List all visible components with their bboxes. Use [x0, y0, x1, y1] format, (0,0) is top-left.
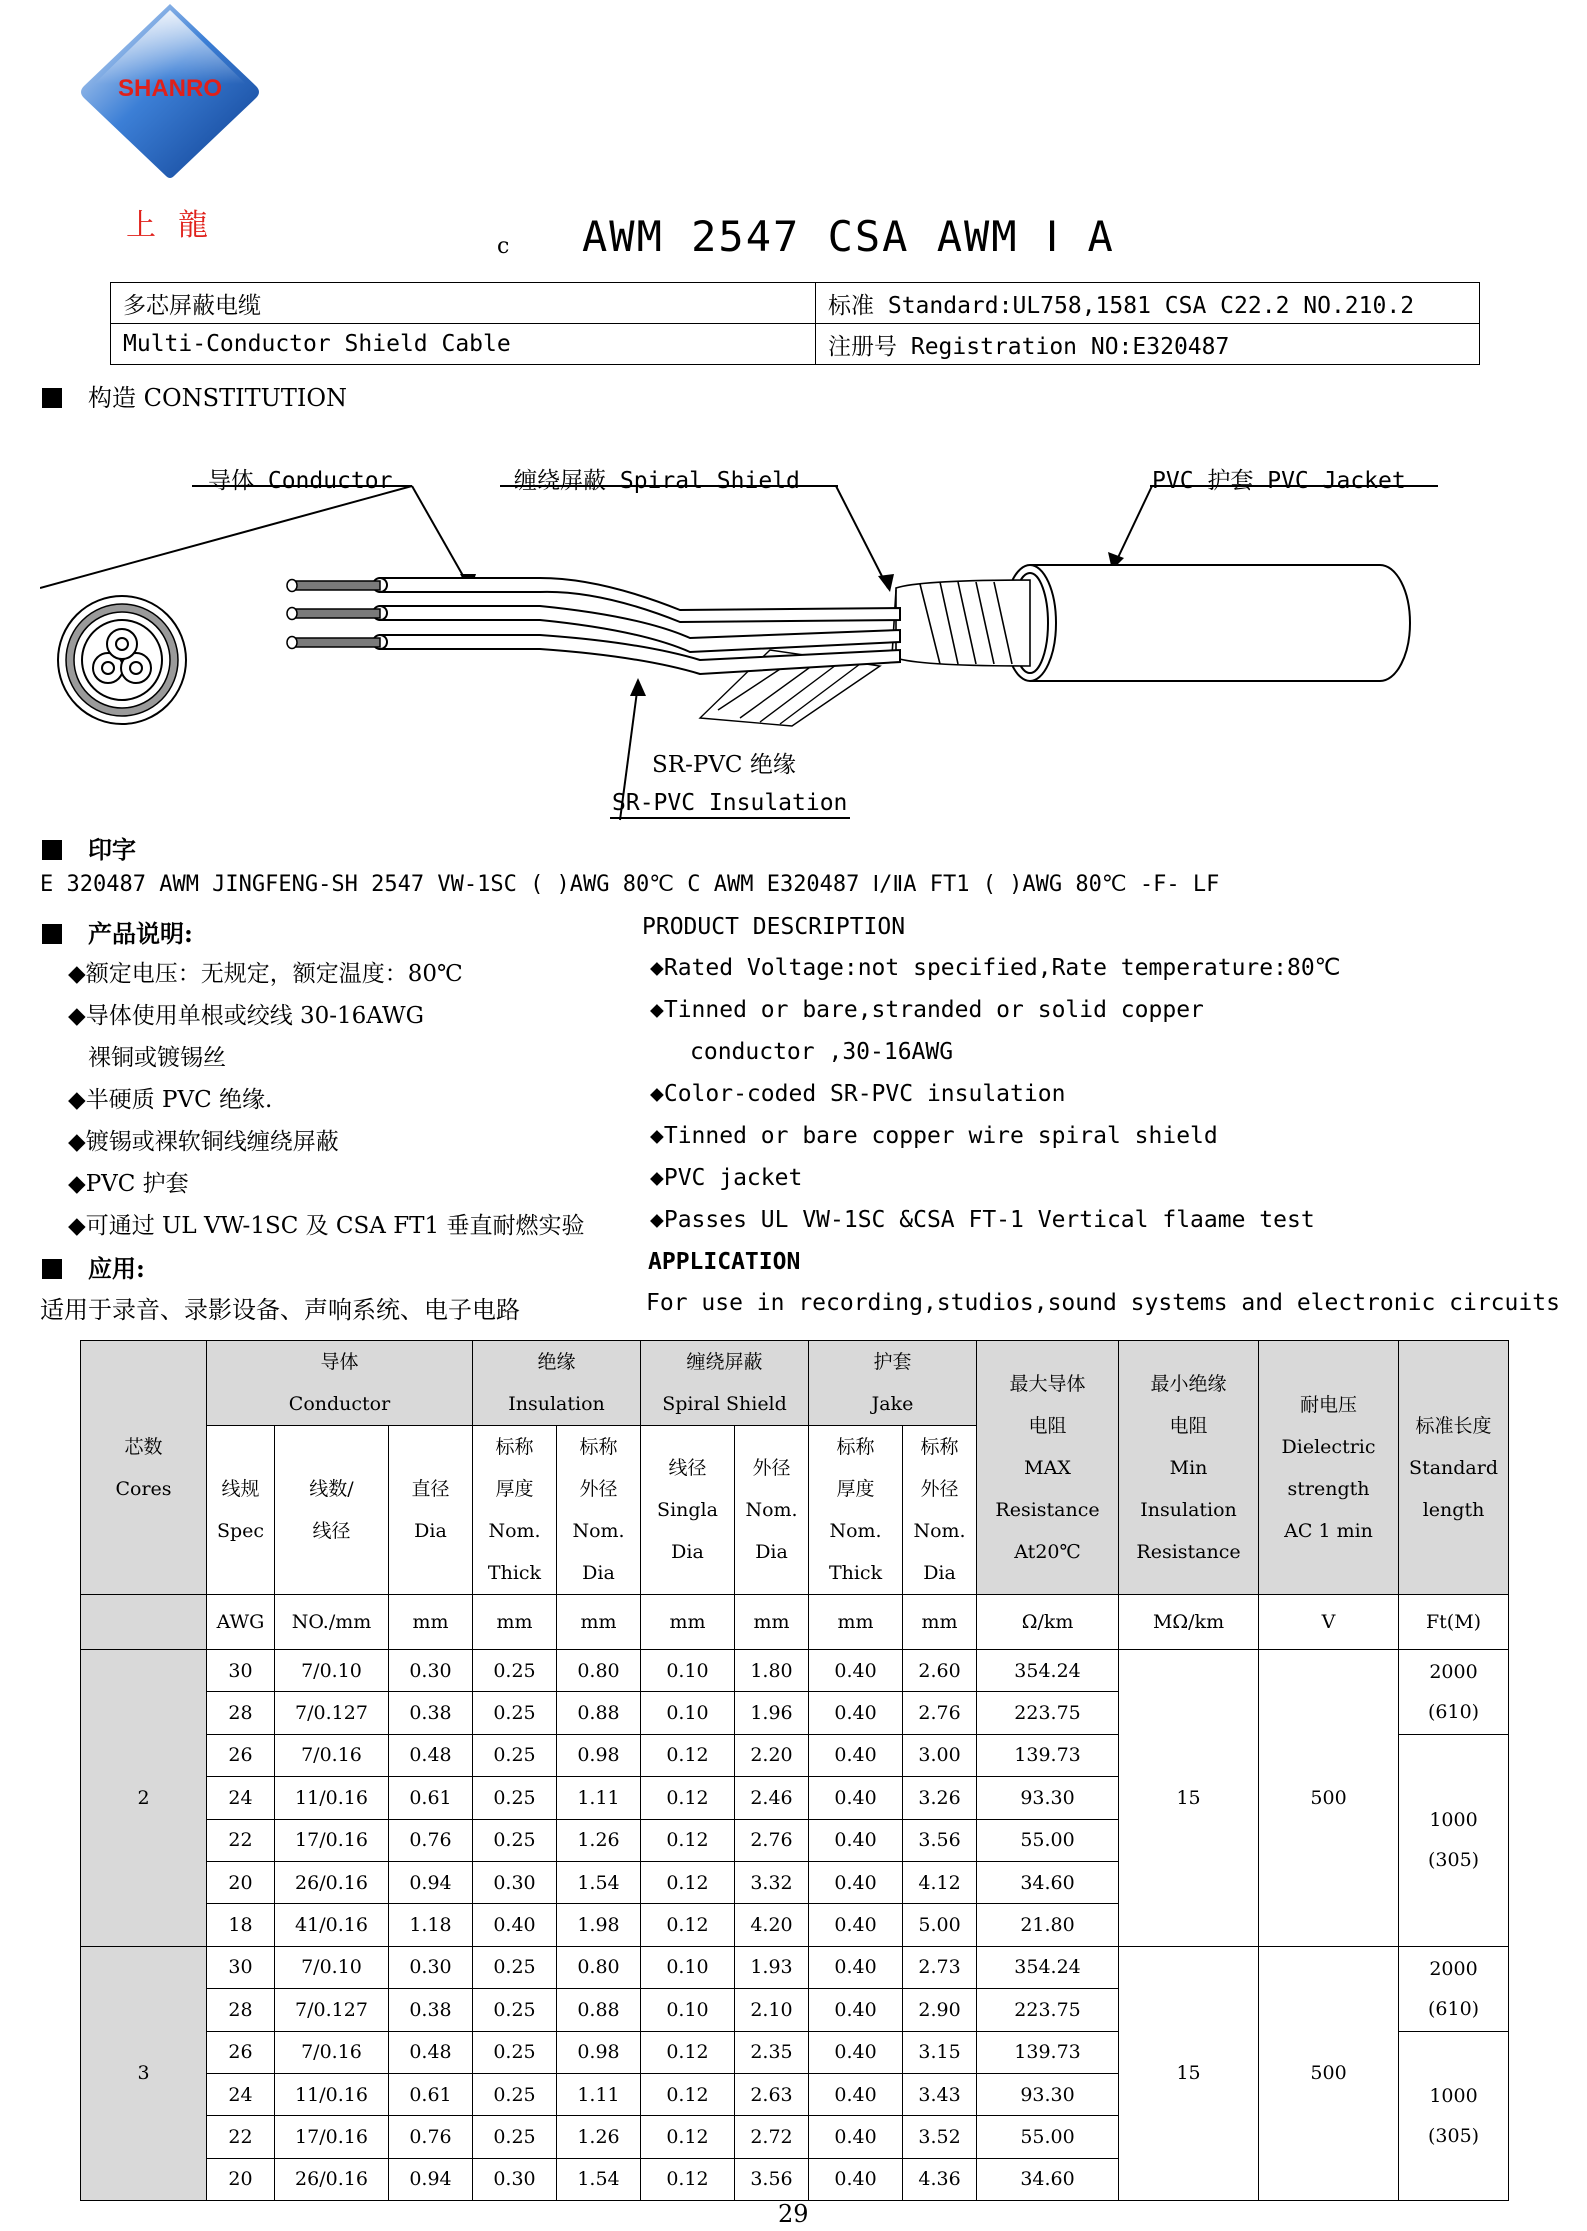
desc-en-item: ◆Rated Voltage:not specified,Rate temperature:80℃	[650, 955, 1341, 981]
table-cell: 0.25	[473, 1989, 557, 2031]
table-row	[81, 1946, 1509, 1988]
shanro-logo	[70, 0, 270, 190]
table-cell: 7/0.10	[275, 1946, 389, 1988]
table-cell: 0.40	[809, 2158, 903, 2200]
table-cell: 3.52	[903, 2116, 977, 2158]
table-cell: 0.25	[473, 1692, 557, 1734]
desc-cn-item: 裸铜或镀锡丝	[88, 1045, 226, 1071]
table-cell: 354.24	[977, 1946, 1119, 1988]
table-cell: 0.40	[809, 1692, 903, 1734]
header-shield-dia: 线径 Singla Dia	[641, 1426, 735, 1595]
table-cell: 0.40	[809, 1946, 903, 1988]
desc-cn-item: ◆导体使用单根或绞线 30-16AWG	[68, 1003, 424, 1029]
cross-section-icon	[58, 596, 186, 724]
units-row	[81, 1595, 1509, 1650]
header-info-table	[110, 282, 1480, 365]
cable-name-cn: 多芯屏蔽电缆	[111, 283, 816, 324]
table-cell: 0.25	[473, 2073, 557, 2115]
table-cell: 93.30	[977, 2073, 1119, 2115]
table-cell: 0.30	[389, 1946, 473, 1988]
table-cell: 0.40	[809, 1989, 903, 2031]
insulation-resistance-cell: 15	[1119, 1946, 1259, 2200]
table-cell: 1.93	[735, 1946, 809, 1988]
table-cell: 354.24	[977, 1650, 1119, 1692]
table-cell: 0.10	[641, 1989, 735, 2031]
table-cell: 30	[207, 1946, 275, 1988]
table-cell: 0.40	[809, 1734, 903, 1776]
table-cell: 0.12	[641, 1777, 735, 1819]
table-cell: 0.12	[641, 1819, 735, 1861]
description-heading-cn: 产品说明:	[42, 914, 193, 949]
table-cell: 4.20	[735, 1904, 809, 1946]
table-cell: 0.10	[641, 1692, 735, 1734]
construction-heading: 构造 CONSTITUTION	[42, 378, 347, 413]
table-cell: 1.26	[557, 2116, 641, 2158]
label-conductor: 导体 Conductor	[208, 468, 393, 494]
table-cell: 0.61	[389, 1777, 473, 1819]
desc-en-item: ◆Tinned or bare copper wire spiral shield	[650, 1123, 1218, 1149]
header-insulation-resistance: 最小绝缘 电阻 Min Insulation Resistance	[1119, 1341, 1259, 1595]
desc-cn-item: ◆可通过 UL VW-1SC 及 CSA FT1 垂直耐燃实验	[68, 1213, 585, 1239]
table-cell: 0.40	[809, 1819, 903, 1861]
table-cell: 0.30	[473, 2158, 557, 2200]
header-shield-od: 外径 Nom. Dia	[735, 1426, 809, 1595]
table-cell: 0.98	[557, 2031, 641, 2073]
spec-table-body	[81, 1650, 1509, 2201]
table-cell: 0.30	[473, 1861, 557, 1903]
page-number: 29	[778, 2200, 809, 2228]
table-cell: 3.15	[903, 2031, 977, 2073]
table-cell: 7/0.127	[275, 1989, 389, 2031]
application-en: For use in recording,studios,sound systems and electronic circuits	[646, 1290, 1560, 1316]
header-ins-thick: 标称 厚度 Nom. Thick	[473, 1426, 557, 1595]
table-cell: 3.56	[735, 2158, 809, 2200]
standard-length-cell: 1000 (305)	[1399, 1734, 1509, 1946]
desc-en-item: ◆Tinned or bare,stranded or solid copper	[650, 997, 1204, 1023]
description-heading-en: PRODUCT DESCRIPTION	[642, 914, 906, 940]
table-cell: 17/0.16	[275, 1819, 389, 1861]
table-cell: 41/0.16	[275, 1904, 389, 1946]
desc-cn-item: ◆半硬质 PVC 绝缘.	[68, 1087, 273, 1113]
table-cell: 2.76	[735, 1819, 809, 1861]
header-ins-od: 标称 外径 Nom. Dia	[557, 1426, 641, 1595]
unit-cell: mm	[473, 1595, 557, 1650]
table-cell: 0.94	[389, 2158, 473, 2200]
table-cell: 0.40	[473, 1904, 557, 1946]
table-cell: 0.40	[809, 1650, 903, 1692]
table-cell: 0.25	[473, 1946, 557, 1988]
table-cell: 2.46	[735, 1777, 809, 1819]
desc-cn-item: ◆PVC 护套	[68, 1171, 189, 1197]
table-cell: 0.12	[641, 2031, 735, 2073]
table-cell: 0.94	[389, 1861, 473, 1903]
label-pvc-jacket: PVC 护套 PVC Jacket	[1152, 468, 1406, 494]
unit-cell: MΩ/km	[1119, 1595, 1259, 1650]
page-title: AWM 2547 CSA AWM Ⅰ A	[582, 212, 1115, 261]
table-cell: 0.40	[809, 1777, 903, 1819]
table-cell: 4.12	[903, 1861, 977, 1903]
unit-cell: AWG	[207, 1595, 275, 1650]
unit-cell: V	[1259, 1595, 1399, 1650]
table-cell: 2.20	[735, 1734, 809, 1776]
table-cell: 11/0.16	[275, 1777, 389, 1819]
table-cell: 7/0.127	[275, 1692, 389, 1734]
table-cell: 4.36	[903, 2158, 977, 2200]
table-cell: 0.25	[473, 1777, 557, 1819]
table-cell: 3.32	[735, 1861, 809, 1903]
standard-length-cell: 2000 (610)	[1399, 1650, 1509, 1735]
label-spiral-shield: 缠绕屏蔽 Spiral Shield	[514, 468, 800, 494]
table-cell: 2.63	[735, 2073, 809, 2115]
header-insulation: 绝缘 Insulation	[473, 1341, 641, 1426]
table-cell: 223.75	[977, 1989, 1119, 2031]
table-cell: 139.73	[977, 1734, 1119, 1776]
table-cell: 34.60	[977, 2158, 1119, 2200]
table-cell: 0.10	[641, 1650, 735, 1692]
unit-cell: mm	[557, 1595, 641, 1650]
table-cell: 93.30	[977, 1777, 1119, 1819]
table-cell: 7/0.10	[275, 1650, 389, 1692]
table-cell: 55.00	[977, 1819, 1119, 1861]
cable-construction-diagram	[40, 470, 1500, 830]
table-cell: 26	[207, 2031, 275, 2073]
table-cell: 0.76	[389, 1819, 473, 1861]
standard-length-cell: 2000 (610)	[1399, 1946, 1509, 2031]
table-cell: 2.60	[903, 1650, 977, 1692]
header-dia: 直径 Dia	[389, 1426, 473, 1595]
table-cell: 0.40	[809, 1904, 903, 1946]
desc-en-item: ◆Passes UL VW-1SC &CSA FT-1 Vertical flaame test	[650, 1207, 1315, 1233]
table-cell: 0.12	[641, 2158, 735, 2200]
application-heading-en: APPLICATION	[648, 1249, 801, 1275]
unit-cell: mm	[641, 1595, 735, 1650]
table-cell: 11/0.16	[275, 2073, 389, 2115]
table-cell: 3.26	[903, 1777, 977, 1819]
table-cell: 2.76	[903, 1692, 977, 1734]
marking-heading: 印字	[42, 830, 136, 865]
table-cell: 0.25	[473, 1650, 557, 1692]
header-standard-length: 标准长度 Standard length	[1399, 1341, 1509, 1595]
table-cell: 7/0.16	[275, 1734, 389, 1776]
table-cell: 28	[207, 1692, 275, 1734]
table-cell: 1.11	[557, 1777, 641, 1819]
table-cell: 0.25	[473, 1819, 557, 1861]
table-cell: 5.00	[903, 1904, 977, 1946]
header-cores: 芯数 Cores	[81, 1341, 207, 1595]
table-cell: 7/0.16	[275, 2031, 389, 2073]
table-cell: 55.00	[977, 2116, 1119, 2158]
table-cell: 1.80	[735, 1650, 809, 1692]
marking-text: E 320487 AWM JINGFENG-SH 2547 VW-1SC ( )AWG 80℃ C AWM E320487 Ⅰ/ⅡA FT1 ( )AWG 80℃ -F- LF	[40, 872, 1220, 897]
table-cell: 0.48	[389, 2031, 473, 2073]
table-cell: 0.61	[389, 2073, 473, 2115]
table-cell: 0.12	[641, 2116, 735, 2158]
standard-length-cell: 1000 (305)	[1399, 2031, 1509, 2201]
header-strand: 线数/ 线径	[275, 1426, 389, 1595]
table-cell: 26/0.16	[275, 2158, 389, 2200]
table-cell: 28	[207, 1989, 275, 2031]
cores-cell: 3	[81, 1946, 207, 2200]
table-cell: 2.35	[735, 2031, 809, 2073]
desc-en-item: conductor ,30-16AWG	[690, 1039, 954, 1065]
table-cell: 3.56	[903, 1819, 977, 1861]
header-max-resistance: 最大导体 电阻 MAX Resistance At20℃	[977, 1341, 1119, 1595]
unit-cell: mm	[735, 1595, 809, 1650]
table-cell: 2.73	[903, 1946, 977, 1988]
table-cell: 0.88	[557, 1989, 641, 2031]
table-row	[81, 1650, 1509, 1692]
table-cell: 0.40	[809, 2116, 903, 2158]
dielectric-cell: 500	[1259, 1946, 1399, 2200]
table-cell: 0.40	[809, 1861, 903, 1903]
table-cell: 26	[207, 1734, 275, 1776]
header-jacket-thick: 标称 厚度 Nom. Thick	[809, 1426, 903, 1595]
table-cell: 22	[207, 1819, 275, 1861]
table-cell: 20	[207, 1861, 275, 1903]
desc-cn-item: ◆镀锡或裸软铜线缠绕屏蔽	[68, 1129, 339, 1155]
unit-cell: Ft(M)	[1399, 1595, 1509, 1650]
table-cell: 0.98	[557, 1734, 641, 1776]
insulation-resistance-cell: 15	[1119, 1650, 1259, 1947]
header-spiral-shield: 缠绕屏蔽 Spiral Shield	[641, 1341, 809, 1426]
table-cell: 0.12	[641, 1734, 735, 1776]
header-conductor: 导体 Conductor	[207, 1341, 473, 1426]
unit-cell: mm	[389, 1595, 473, 1650]
table-cell: 0.12	[641, 1904, 735, 1946]
unit-cell: mm	[903, 1595, 977, 1650]
desc-en-item: ◆Color-coded SR-PVC insulation	[650, 1081, 1066, 1107]
registration-info: 注册号 Registration NO:E320487	[816, 324, 1480, 365]
table-cell: 30	[207, 1650, 275, 1692]
unit-cell: NO./mm	[275, 1595, 389, 1650]
table-cell: 24	[207, 2073, 275, 2115]
header-spec: 线规 Spec	[207, 1426, 275, 1595]
dielectric-cell: 500	[1259, 1650, 1399, 1947]
unit-cell: Ω/km	[977, 1595, 1119, 1650]
table-cell: 21.80	[977, 1904, 1119, 1946]
table-cell: 26/0.16	[275, 1861, 389, 1903]
cable-name-en: Multi-Conductor Shield Cable	[111, 324, 816, 365]
table-cell: 1.98	[557, 1904, 641, 1946]
table-cell: 0.76	[389, 2116, 473, 2158]
table-cell: 1.26	[557, 1819, 641, 1861]
table-cell: 34.60	[977, 1861, 1119, 1903]
table-cell: 22	[207, 2116, 275, 2158]
table-cell: 0.10	[641, 1946, 735, 1988]
application-cn: 适用于录音、录影设备、声响系统、电子电路	[40, 1296, 520, 1324]
desc-en-item: ◆PVC jacket	[650, 1165, 803, 1191]
table-cell: 0.80	[557, 1650, 641, 1692]
table-cell: 1.11	[557, 2073, 641, 2115]
table-cell: 0.25	[473, 1734, 557, 1776]
header-jacket: 护套 Jake	[809, 1341, 977, 1426]
header-jacket-od: 标称 外径 Nom. Dia	[903, 1426, 977, 1595]
label-insulation-en: SR-PVC Insulation	[612, 790, 848, 816]
units-cell	[81, 1595, 207, 1650]
label-insulation-cn: SR-PVC 绝缘	[652, 752, 796, 778]
table-cell: 17/0.16	[275, 2116, 389, 2158]
brand-chinese-name: 上龍	[126, 208, 230, 243]
table-cell: 0.48	[389, 1734, 473, 1776]
table-cell: 1.18	[389, 1904, 473, 1946]
table-cell: 0.25	[473, 2031, 557, 2073]
table-cell: 1.54	[557, 1861, 641, 1903]
table-cell: 0.30	[389, 1650, 473, 1692]
table-cell: 1.54	[557, 2158, 641, 2200]
table-cell: 0.12	[641, 2073, 735, 2115]
table-cell: 0.25	[473, 2116, 557, 2158]
table-cell: 20	[207, 2158, 275, 2200]
header-dielectric: 耐电压 Dielectric strength AC 1 min	[1259, 1341, 1399, 1595]
table-cell: 18	[207, 1904, 275, 1946]
standard-info: 标准 Standard:UL758,1581 CSA C22.2 NO.210.2	[816, 283, 1480, 324]
table-cell: 0.40	[809, 2031, 903, 2073]
table-cell: 3.43	[903, 2073, 977, 2115]
unit-cell: mm	[809, 1595, 903, 1650]
table-cell: 139.73	[977, 2031, 1119, 2073]
table-cell: 24	[207, 1777, 275, 1819]
table-cell: 2.10	[735, 1989, 809, 2031]
table-cell: 1.96	[735, 1692, 809, 1734]
title-prefix: c	[497, 234, 510, 259]
table-cell: 223.75	[977, 1692, 1119, 1734]
spec-table	[80, 1340, 1509, 2201]
table-cell: 0.12	[641, 1861, 735, 1903]
desc-cn-item: ◆额定电压：无规定，额定温度：80℃	[68, 961, 463, 987]
table-cell: 0.38	[389, 1989, 473, 2031]
table-cell: 0.80	[557, 1946, 641, 1988]
table-cell: 3.00	[903, 1734, 977, 1776]
cores-cell: 2	[81, 1650, 207, 1947]
table-cell: 2.90	[903, 1989, 977, 2031]
table-cell: 0.40	[809, 2073, 903, 2115]
application-heading-cn: 应用:	[42, 1249, 145, 1284]
table-cell: 2.72	[735, 2116, 809, 2158]
table-cell: 0.88	[557, 1692, 641, 1734]
logo-text: SHANRO	[117, 75, 223, 102]
table-cell: 0.38	[389, 1692, 473, 1734]
